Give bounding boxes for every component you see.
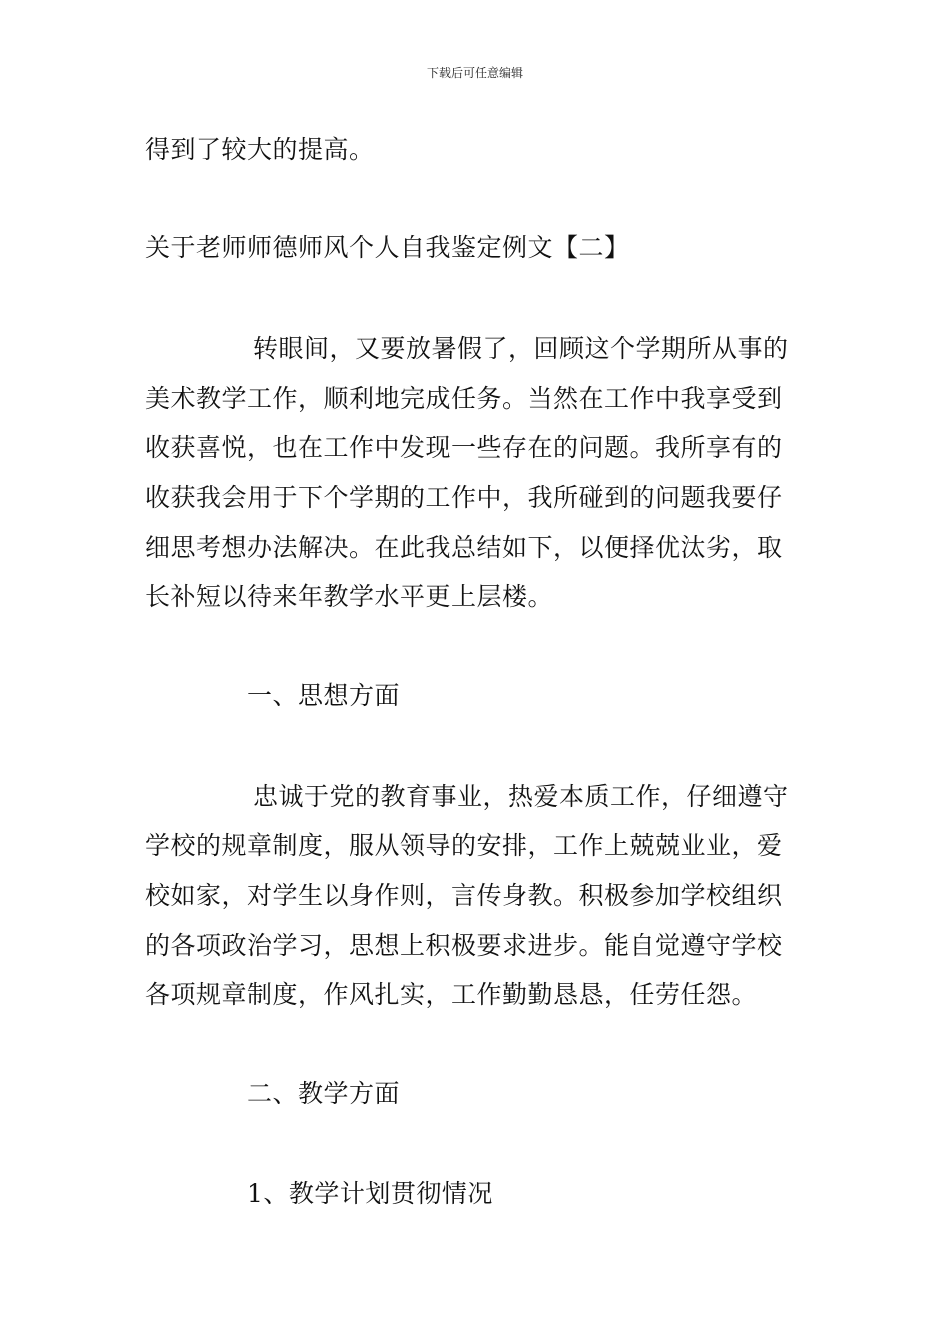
paragraph-line: 学校的规章制度，服从领导的安排，工作上兢兢业业，爱 bbox=[145, 831, 783, 860]
page-header: 下载后可任意编辑 bbox=[426, 66, 523, 80]
paragraph-line: 校如家，对学生以身作则，言传身教。积极参加学校组织 bbox=[145, 881, 783, 910]
continuation-line: 得到了较大的提高。 bbox=[145, 135, 375, 164]
paragraph-line: 长补短以待来年教学水平更上层楼。 bbox=[145, 582, 554, 611]
heading-thought: 一、思想方面 bbox=[247, 681, 401, 710]
section-title: 关于老师师德师风个人自我鉴定例文【二】 bbox=[145, 233, 630, 262]
paragraph-line: 的各项政治学习，思想上积极要求进步。能自觉遵守学校 bbox=[145, 931, 783, 960]
paragraph-line: 忠诚于党的教育事业，热爱本质工作，仔细遵守 bbox=[253, 782, 789, 811]
paragraph-line: 美术教学工作，顺利地完成任务。当然在工作中我享受到 bbox=[145, 384, 783, 413]
paragraph-line: 各项规章制度，作风扎实，工作勤勤恳恳，任劳任怨。 bbox=[145, 980, 758, 1009]
paragraph-line: 收获我会用于下个学期的工作中，我所碰到的问题我要仔 bbox=[145, 483, 783, 512]
subheading-teaching-plan: 1、教学计划贯彻情况 bbox=[247, 1179, 493, 1208]
paragraph-line: 细思考想办法解决。在此我总结如下，以便择优汰劣，取 bbox=[145, 533, 783, 562]
heading-teaching: 二、教学方面 bbox=[247, 1079, 401, 1108]
paragraph-line: 转眼间，又要放暑假了，回顾这个学期所从事的 bbox=[253, 334, 789, 363]
paragraph-line: 收获喜悦，也在工作中发现一些存在的问题。我所享有的 bbox=[145, 433, 783, 462]
